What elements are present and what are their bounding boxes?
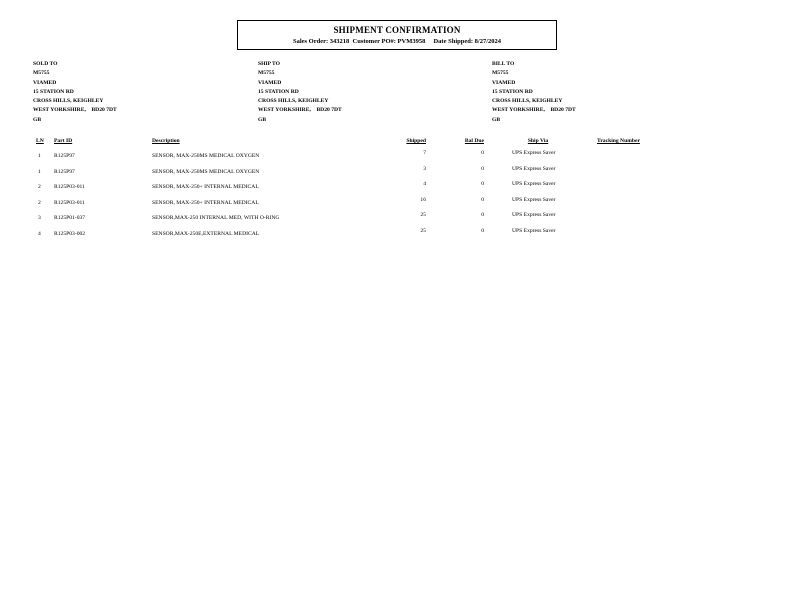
sold-to-line: 15 STATION RD bbox=[33, 88, 74, 95]
table-row-bal-due: 0 bbox=[481, 228, 484, 234]
sales-order-label: Sales Order: bbox=[292, 38, 329, 45]
bill-to-line: VIAMED bbox=[492, 79, 516, 86]
customer-po-number: PVM3958 bbox=[397, 38, 426, 45]
table-row-ship-via: UPS Express Saver bbox=[512, 197, 556, 203]
table-row-shipped: 16 bbox=[420, 197, 426, 203]
table-row-shipped: 3 bbox=[423, 166, 426, 172]
col-header-ln: LN bbox=[36, 138, 44, 144]
bill-to-line: 15 STATION RD bbox=[492, 88, 533, 95]
table-row-ln: 1 bbox=[38, 153, 41, 159]
table-row-bal-due: 0 bbox=[481, 166, 484, 172]
table-row-part-id: R125P97 bbox=[54, 153, 75, 159]
table-row-shipped: 25 bbox=[420, 212, 426, 218]
table-row-ship-via: UPS Express Saver bbox=[512, 212, 556, 218]
table-row-ln: 1 bbox=[38, 169, 41, 175]
sold-to-block bbox=[33, 60, 117, 125]
table-row-description: SENSOR,MAX-250E,EXTERNAL MEDICAL bbox=[152, 231, 260, 237]
table-row-shipped: 4 bbox=[423, 181, 426, 187]
sold-to-line: M5755 bbox=[33, 70, 50, 77]
table-row-bal-due: 0 bbox=[481, 212, 484, 218]
table-row-description: SENSOR, MAX-250MS MEDICAL OXYGEN bbox=[152, 169, 260, 175]
table-row-part-id: R125P97 bbox=[54, 169, 75, 175]
table-row-ship-via: UPS Express Saver bbox=[512, 181, 556, 187]
table-row-ln: 4 bbox=[38, 231, 41, 237]
table-row-part-id: R125P01-037 bbox=[54, 215, 86, 221]
table-row-description: SENSOR, MAX-250+ INTERNAL MEDICAL bbox=[152, 184, 259, 190]
table-row-bal-due: 0 bbox=[481, 181, 484, 187]
sold-to-label: SOLD TO bbox=[33, 61, 58, 67]
table-row-description: SENSOR,MAX-250 INTERNAL MED, WITH O-RING bbox=[152, 215, 280, 221]
table-row-ship-via: UPS Express Saver bbox=[512, 166, 556, 172]
sales-order-number: 343218 bbox=[329, 38, 350, 45]
col-header-part-id: Part ID bbox=[54, 138, 73, 144]
date-shipped-label: Date Shipped: bbox=[433, 38, 474, 45]
table-row-description: SENSOR, MAX-250+ INTERNAL MEDICAL bbox=[152, 200, 259, 206]
table-row-shipped: 25 bbox=[420, 228, 426, 234]
date-shipped-value: 8/27/2024 bbox=[474, 38, 502, 45]
bill-to-line: CROSS HILLS, KEIGHLEY bbox=[492, 98, 563, 105]
table-row-bal-due: 0 bbox=[481, 150, 484, 156]
sold-to-line: WEST YORKSHIRE, BD20 7DT bbox=[33, 107, 117, 114]
table-row-bal-due: 0 bbox=[481, 197, 484, 203]
title-box bbox=[237, 20, 557, 50]
ship-to-block bbox=[258, 60, 342, 125]
col-header-shipped: Shipped bbox=[406, 138, 426, 144]
bill-to-line: M5755 bbox=[492, 70, 509, 77]
table-row-shipped: 7 bbox=[423, 150, 426, 156]
table-row-ln: 2 bbox=[38, 200, 41, 206]
ship-to-line: GB bbox=[258, 116, 267, 123]
bill-to-label: BILL TO bbox=[492, 61, 515, 67]
table-row-ship-via: UPS Express Saver bbox=[512, 228, 556, 234]
customer-po-label: Customer PO#: bbox=[352, 38, 396, 45]
order-summary-line bbox=[238, 38, 556, 45]
col-header-description: Description bbox=[152, 138, 180, 144]
ship-to-line: WEST YORKSHIRE, BD20 7DT bbox=[258, 107, 342, 114]
ship-to-label: SHIP TO bbox=[258, 61, 281, 67]
sold-to-line: GB bbox=[33, 116, 42, 123]
table-row-part-id: R125P03-011 bbox=[54, 200, 85, 206]
page-title: SHIPMENT CONFIRMATION bbox=[333, 25, 461, 35]
col-header-bal-due: Bal Due bbox=[464, 138, 484, 144]
ship-to-line: 15 STATION RD bbox=[258, 88, 299, 95]
table-row-part-id: R125P03-002 bbox=[54, 231, 86, 237]
ship-to-line: M5755 bbox=[258, 70, 275, 77]
bill-to-line: WEST YORKSHIRE, BD20 7DT bbox=[492, 107, 576, 114]
table-row-part-id: R125P03-011 bbox=[54, 184, 85, 190]
col-header-tracking: Tracking Number bbox=[597, 138, 640, 144]
bill-to-block bbox=[492, 60, 576, 125]
table-row-ship-via: UPS Express Saver bbox=[512, 150, 556, 156]
sold-to-line: VIAMED bbox=[33, 79, 57, 86]
col-header-ship-via: Ship Via bbox=[527, 138, 549, 144]
ship-to-line: VIAMED bbox=[258, 79, 282, 86]
sold-to-line: CROSS HILLS, KEIGHLEY bbox=[33, 98, 104, 105]
table-row-description: SENSOR, MAX-250MS MEDICAL OXYGEN bbox=[152, 153, 260, 159]
table-row-ln: 3 bbox=[38, 215, 41, 221]
ship-to-line: CROSS HILLS, KEIGHLEY bbox=[258, 98, 329, 105]
table-row-ln: 2 bbox=[38, 184, 41, 190]
bill-to-line: GB bbox=[492, 116, 501, 123]
